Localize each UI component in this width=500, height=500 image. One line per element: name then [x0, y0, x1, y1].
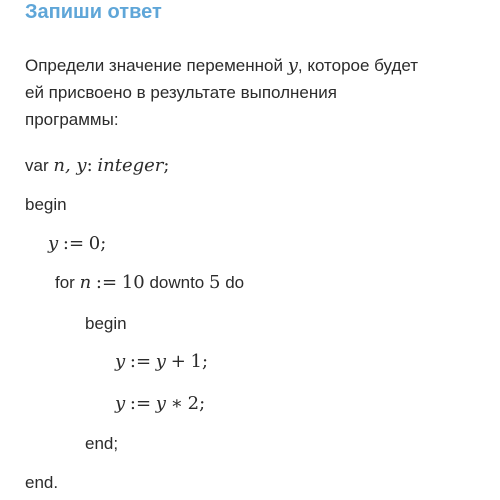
lhs-var: y [48, 233, 59, 254]
assign-op: := [95, 272, 118, 293]
code-line-multiply [115, 393, 205, 415]
question-text-part: Определи значение переменной [25, 56, 288, 75]
section-heading: Запиши ответ [25, 1, 162, 23]
multiply-op: ∗ [170, 393, 183, 414]
code-line-inner-end: end; [85, 434, 119, 453]
rhs-value: 0; [88, 233, 107, 254]
keyword-for: for [55, 273, 75, 292]
loop-to: 5 [209, 272, 221, 293]
loop-var: n [79, 272, 92, 293]
loop-from: 10 [121, 272, 145, 293]
question-text-part: , которое будет [297, 56, 419, 75]
code-line-end: end. [25, 473, 59, 492]
lhs-var: y [115, 393, 126, 414]
rhs-var: y [155, 351, 166, 372]
plus-op: + [170, 351, 186, 372]
question-text-part: ей присвоено в результате выполнения [25, 83, 337, 102]
assign-op: := [129, 393, 152, 414]
assign-op: := [129, 351, 152, 372]
code-line-y-init [48, 233, 106, 255]
semicolon: ; [163, 155, 170, 176]
keyword-do: do [225, 273, 245, 292]
assign-op: := [62, 233, 85, 254]
rhs-number: 2; [187, 393, 206, 414]
code-line-begin: begin [25, 195, 67, 214]
keyword-downto: downto [149, 273, 205, 292]
code-line-increment [115, 351, 208, 373]
declared-vars: n, y [53, 155, 87, 176]
question-text-part: программы: [25, 110, 119, 129]
keyword-var: var [25, 156, 49, 175]
rhs-var: y [155, 393, 166, 414]
colon: : [86, 155, 93, 176]
lhs-var: y [115, 351, 126, 372]
question-text [25, 52, 485, 133]
code-line-for [55, 272, 244, 294]
rhs-number: 1; [190, 351, 209, 372]
code-line-inner-begin: begin [85, 314, 127, 333]
type-name: integer [97, 155, 164, 176]
code-line-var-declaration [25, 155, 169, 177]
variable-name: y [287, 55, 298, 76]
